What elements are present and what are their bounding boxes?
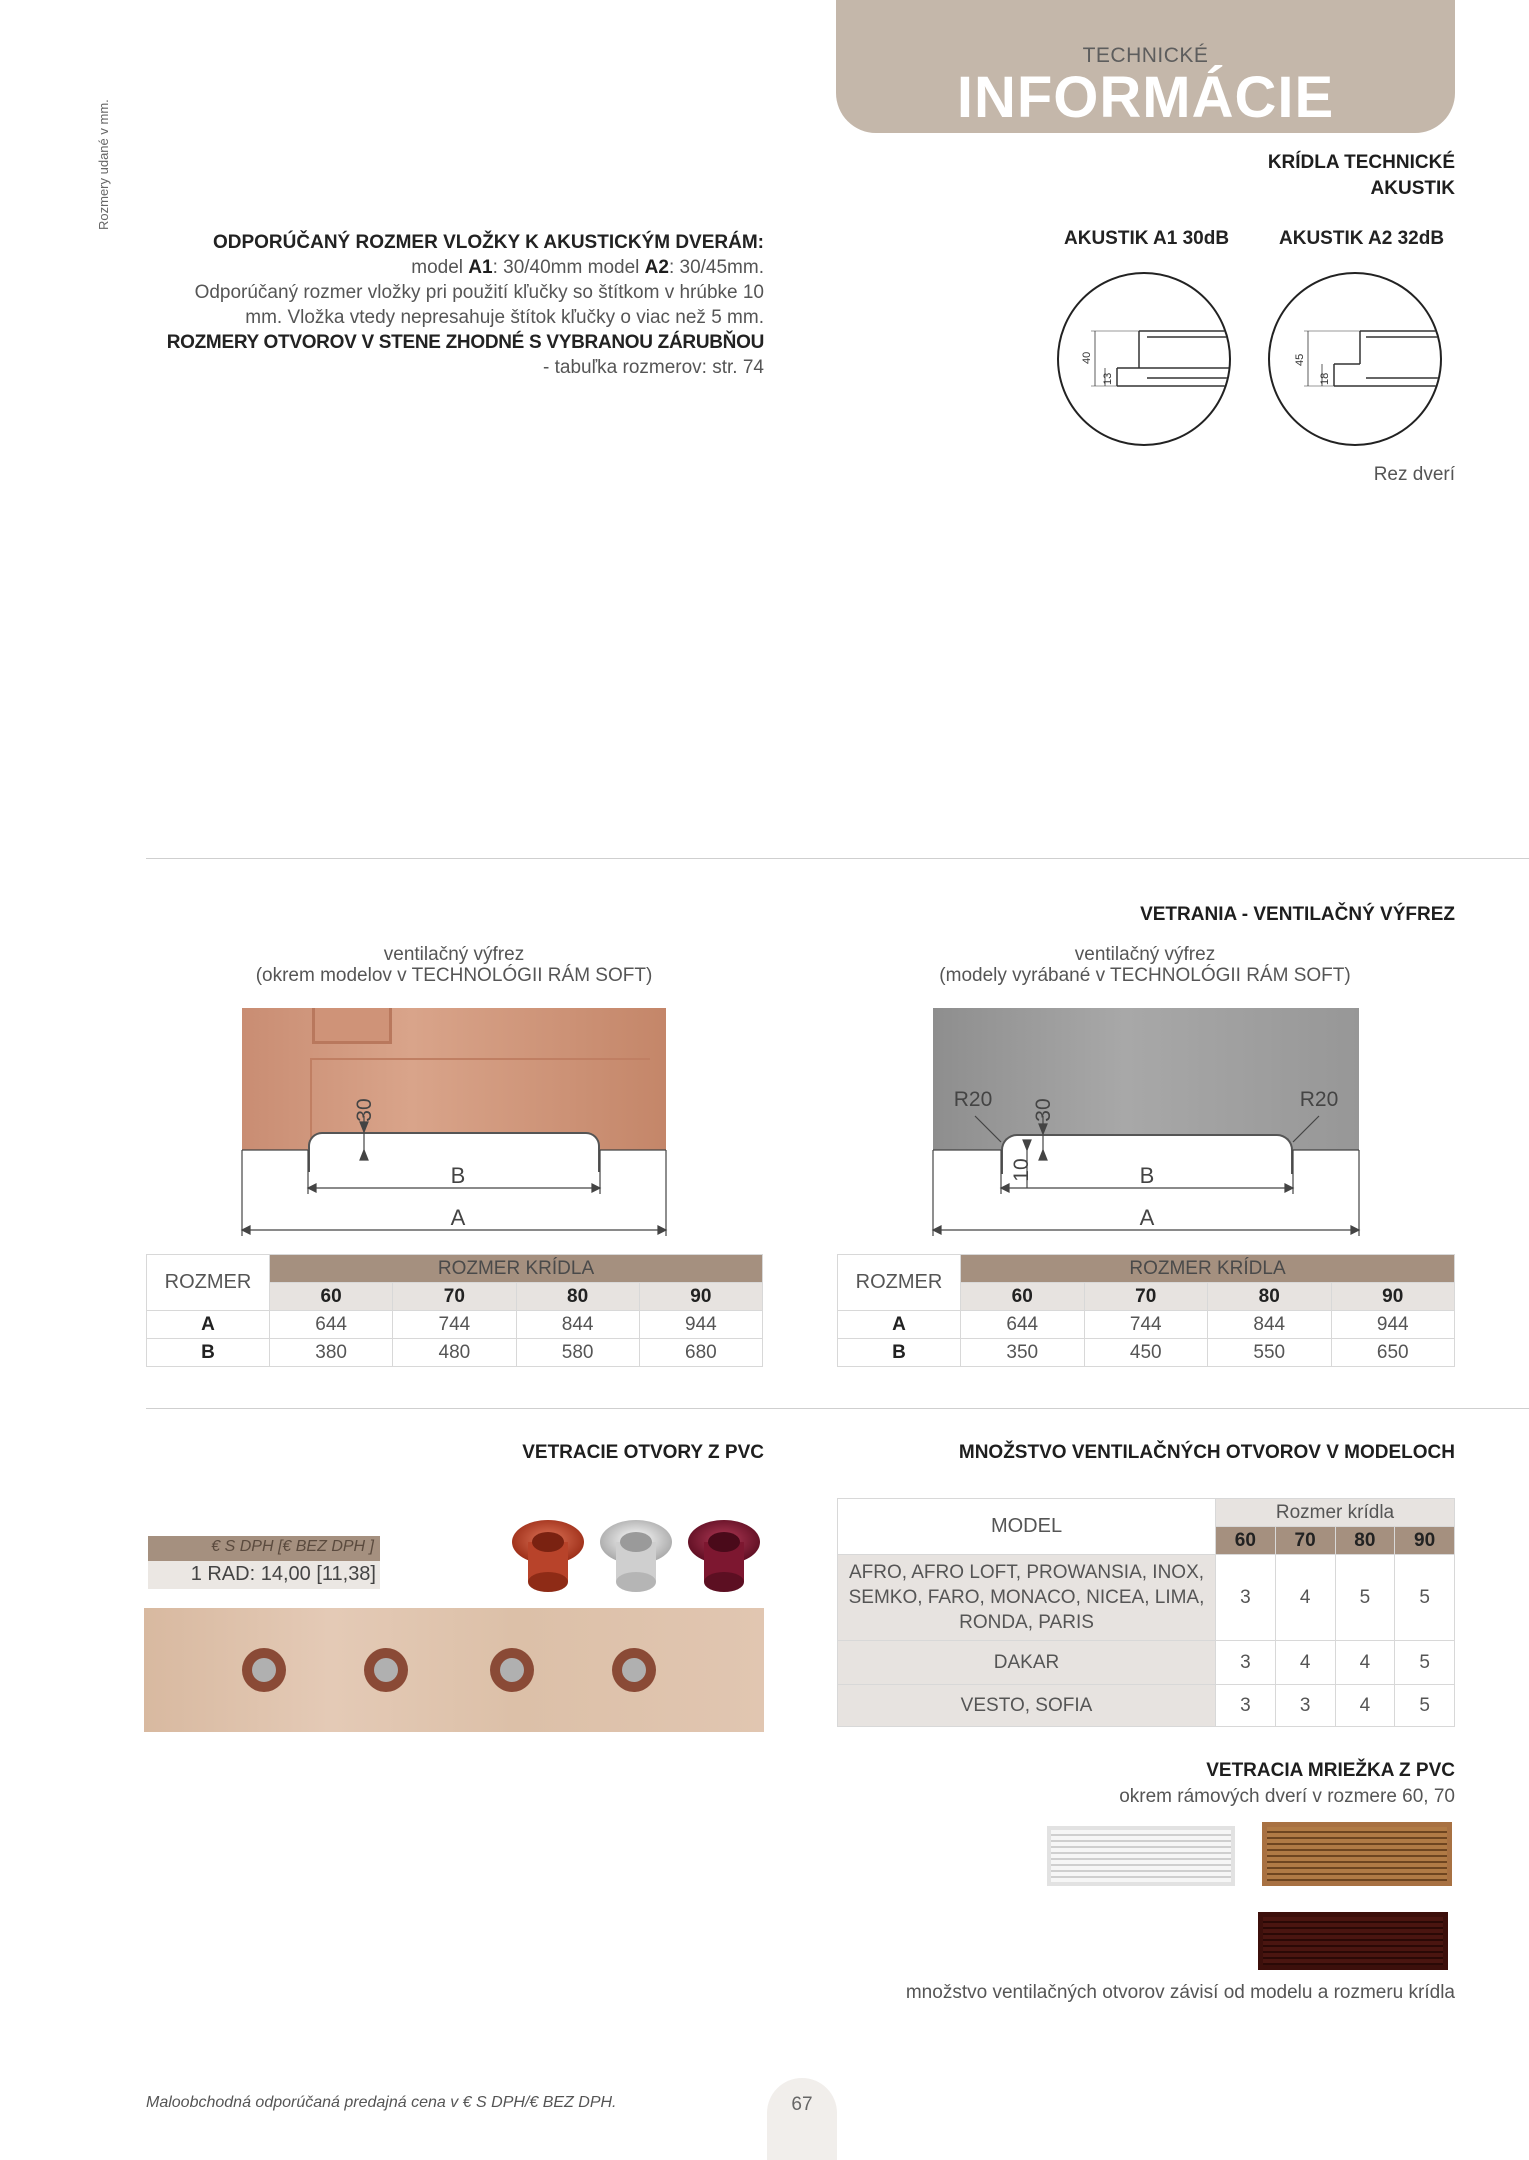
akustik-a2-section-drawing — [1268, 272, 1442, 446]
mriezka-title: VETRACIA MRIEŽKA Z PVC — [1206, 1760, 1455, 1781]
vent-left-dimension-lines — [240, 1008, 672, 1248]
table-row: B 380 480 580 680 — [147, 1339, 763, 1367]
table-header-rozmer: ROZMER — [147, 1255, 270, 1311]
vent-size-table-left: ROZMER ROZMER KRÍDLA 60 70 80 90 A 644 744 844 944 B 380 480 580 680 — [146, 1254, 763, 1367]
pvc-grommets-image — [508, 1512, 764, 1596]
vent-right-caption: ventilačný výfrez (modely vyrábané v TECHNOLÓGII RÁM SOFT) — [939, 944, 1351, 986]
intro-line3: mm. Vložka vtedy nepresahuje štítok kľučky o viac než 5 mm. — [245, 307, 764, 328]
akustik-a1-section-drawing — [1057, 272, 1231, 446]
intro-heading: ODPORÚČANÝ ROZMER VLOŽKY K AKUSTICKÝM DVERÁM: — [212, 232, 764, 253]
intro-line1: model A1: 30/40mm model A2: 30/45mm. — [411, 257, 764, 278]
dim-30-right: 30 — [1032, 1098, 1055, 1122]
dim-a2-18: 18 — [1319, 372, 1331, 385]
grommet-white-icon — [600, 1520, 672, 1592]
akustik-caption: Rez dverí — [1373, 464, 1455, 485]
table-header-rozmer: ROZMER — [838, 1255, 961, 1311]
dim-b-right: B — [1139, 1163, 1155, 1188]
dim-a-left: A — [450, 1205, 466, 1230]
grille-brown-image — [1262, 1822, 1452, 1886]
door-section-a1-icon — [1059, 274, 1231, 446]
table-row: A 644 744 844 944 — [147, 1311, 763, 1339]
door-section-a2-icon — [1270, 274, 1442, 446]
dim-r20-right: R20 — [1299, 1088, 1339, 1111]
dim-30-left: 30 — [353, 1098, 376, 1122]
vetrania-title: VETRANIA - VENTILAČNÝ VÝFREZ — [1140, 904, 1455, 925]
dim-a2-45: 45 — [1294, 353, 1306, 366]
akustik-a2-label: AKUSTIK A2 32dB — [1279, 228, 1445, 249]
intro-line4: ROZMERY OTVOROV V STENE ZHODNÉ S VYBRANOU ZÁRUBŇOU — [166, 332, 764, 353]
mriezka-subtitle: okrem rámových dverí v rozmere 60, 70 — [1119, 1786, 1455, 1807]
grommet-red-icon — [512, 1520, 584, 1592]
table-row: B 350 450 550 650 — [838, 1339, 1455, 1367]
price-header: € S DPH [€ BEZ DPH ] — [148, 1536, 380, 1561]
dim-a1-13: 13 — [1102, 372, 1114, 385]
divider — [146, 1408, 1529, 1409]
vent-left-caption: ventilačný výfrez (okrem modelov v TECHNOLÓGII RÁM SOFT) — [255, 944, 653, 986]
dim-a1-40: 40 — [1081, 351, 1093, 364]
table-header-model: MODEL — [838, 1499, 1216, 1555]
dim-r20-left: R20 — [953, 1088, 993, 1111]
grille-white-image — [1047, 1826, 1235, 1886]
table-header-size: Rozmer krídla — [1216, 1499, 1455, 1527]
vent-size-table-right: ROZMER ROZMER KRÍDLA 60 70 80 90 A 644 744 844 944 B 350 450 550 650 — [837, 1254, 1455, 1367]
vent-count-table: MODEL Rozmer krídla 60 70 80 90 AFRO, AFRO LOFT, PROWANSIA, INOX, SEMKO, FARO, MONACO, NICEA, LIMA, RONDA, PARIS 3 4 5 5 DAKAR 3 4 4 5 VESTO, SOFIA 3 3 4 5 — [837, 1498, 1455, 1727]
mriezka-note: množstvo ventilačných otvorov závisí od modelu a rozmeru krídla — [905, 1982, 1455, 2003]
header-title: INFORMÁCIE — [956, 65, 1335, 130]
vent-cutout-left-drawing — [240, 1008, 672, 1248]
table-header-rozmer-kridla: ROZMER KRÍDLA — [270, 1255, 763, 1283]
table-row: DAKAR 3 4 4 5 — [838, 1641, 1455, 1685]
intro-line5: - tabuľka rozmerov: str. 74 — [543, 357, 764, 378]
pvc-price-box — [148, 1536, 380, 1589]
grommet-wine-icon — [688, 1520, 760, 1592]
footer-price-note: Maloobchodná odporúčaná predajná cena v € S DPH/€ BEZ DPH. — [146, 2094, 617, 2111]
table-header-rozmer-kridla: ROZMER KRÍDLA — [961, 1255, 1455, 1283]
intro-text — [140, 230, 764, 380]
table-row: AFRO, AFRO LOFT, PROWANSIA, INOX, SEMKO, FARO, MONACO, NICEA, LIMA, RONDA, PARIS 3 4 5 5 — [838, 1555, 1455, 1641]
vent-holes-icon — [144, 1608, 764, 1732]
table-row: A 644 744 844 944 — [838, 1311, 1455, 1339]
dim-b-left: B — [450, 1163, 466, 1188]
price-row: 1 RAD: 14,00 [11,38] — [148, 1561, 380, 1589]
pvc-board-image — [144, 1608, 764, 1732]
pvc-title: VETRACIE OTVORY Z PVC — [522, 1442, 764, 1463]
dim-a-right: A — [1139, 1205, 1155, 1230]
grille-dark-image — [1258, 1912, 1448, 1970]
header-subtitle: TECHNICKÉ — [1082, 44, 1209, 67]
akustik-heading: KRÍDLA TECHNICKÉ AKUSTIK — [1267, 152, 1455, 199]
side-note-dimensions: Rozmery udané v mm. — [96, 99, 111, 230]
mnozstvo-title: MNOŽSTVO VENTILAČNÝCH OTVOROV V MODELOCH — [958, 1442, 1455, 1463]
divider — [146, 858, 1529, 859]
vent-right-dimension-lines — [931, 1008, 1365, 1248]
header-tab — [836, 0, 1455, 133]
akustik-a1-label: AKUSTIK A1 30dB — [1064, 228, 1230, 249]
intro-line2: Odporúčaný rozmer vložky pri použití kľučky so štítkom v hrúbke 10 — [194, 282, 764, 303]
dim-10-right: 10 — [1010, 1158, 1033, 1182]
page-number: 67 — [767, 2078, 837, 2160]
table-row: VESTO, SOFIA 3 3 4 5 — [838, 1685, 1455, 1727]
vent-cutout-right-drawing — [931, 1008, 1365, 1248]
